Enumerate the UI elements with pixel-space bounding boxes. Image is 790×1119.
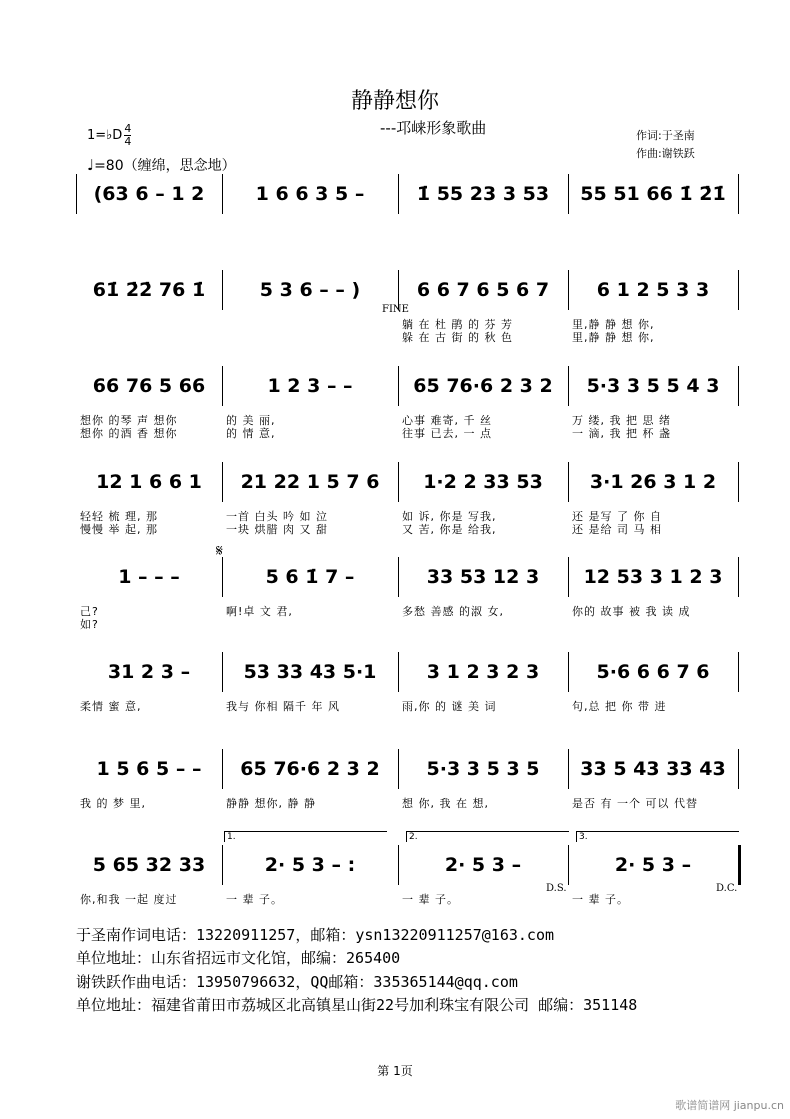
song-title: 静静想你 xyxy=(350,89,439,114)
barline xyxy=(222,749,223,789)
measure: 21 22 1 5 7 6 xyxy=(240,471,380,493)
measure: 5 6 1̇ 7 – xyxy=(265,566,355,588)
barline xyxy=(568,652,569,692)
lyric-line-2: 的 情 意, xyxy=(226,427,276,440)
measure: (63 6 – 1 2 xyxy=(93,183,205,205)
lyric-line-1: 我 的 梦 里, xyxy=(80,797,146,810)
measure: 6 1 2 5 3 3 xyxy=(596,279,710,301)
lyric-line-1: 一首 白头 吟 如 泣 xyxy=(226,510,328,523)
measure: 5·3 3 5 3 5 xyxy=(426,758,540,780)
measure: 1 2 3 – – xyxy=(267,375,353,397)
quarter-note-icon: ♩ xyxy=(87,156,95,174)
barline xyxy=(222,557,223,597)
barline xyxy=(222,652,223,692)
measure: 33 5 43 33 43 xyxy=(580,758,726,780)
ds-marker: D.S. xyxy=(546,883,567,894)
lyric-line-1: 雨,你 的 谜 美 词 xyxy=(402,700,497,713)
lyric-line-1: 静静 想你, 静 静 xyxy=(226,797,316,810)
lyric-line-1: 还 是写 了 你 自 xyxy=(572,510,662,523)
lyric-line-1: 是否 有 一个 可以 代替 xyxy=(572,797,698,810)
footer-line-2: 单位地址：山东省招远市文化馆，邮编：265400 xyxy=(76,949,401,967)
footer-line-4: 单位地址：福建省莆田市荔城区北高镇星山街22号加利珠宝有限公司 邮编：351148 xyxy=(76,996,638,1014)
lyric-line-2: 想你 的酒 香 想你 xyxy=(80,427,178,440)
lyric-line-2: 又 苦, 你是 给我, xyxy=(402,523,497,536)
barline xyxy=(222,174,223,214)
lyric-line-1: 一 辈 子。 xyxy=(572,893,629,906)
barline xyxy=(222,270,223,310)
barline xyxy=(738,366,739,406)
barline xyxy=(568,845,569,885)
barline xyxy=(398,174,399,214)
barline xyxy=(568,270,569,310)
measure: 53 33 43 5·1 xyxy=(243,661,377,683)
footer-line-3: 谢铁跃作曲电话：13950796632，QQ邮箱：335365144@qq.com xyxy=(76,973,518,991)
dc-marker: D.C. xyxy=(716,883,738,894)
measure: 61̇ 2̇2̇ 76 1̇ xyxy=(92,279,206,301)
lyric-line-1: 想你 的琴 声 想你 xyxy=(80,414,178,427)
volta-bracket: 3. xyxy=(576,831,739,842)
barline xyxy=(398,845,399,885)
barline xyxy=(738,652,739,692)
barline xyxy=(222,366,223,406)
system-3 xyxy=(76,364,740,440)
system-2 xyxy=(76,268,740,344)
key-signature xyxy=(87,123,131,148)
measure: 55 51 66 1̇ 2̇1̇ xyxy=(580,183,726,205)
lyric-line-2: 一块 烘腊 肉 又 甜 xyxy=(226,523,328,536)
measure: 2· 5 3 – : xyxy=(264,854,356,876)
song-subtitle: ---邛崃形象歌曲 xyxy=(380,119,487,137)
composer-credit: 作曲:谢铁跃 xyxy=(636,147,695,160)
lyric-line-1: 一 辈 子。 xyxy=(402,893,459,906)
barline xyxy=(222,845,223,885)
barline xyxy=(398,366,399,406)
segno-icon: 𝄋 xyxy=(216,541,223,560)
measure: 5 65 32 33 xyxy=(92,854,206,876)
barline xyxy=(398,749,399,789)
lyric-line-2: 躲 在 古 街 的 秋 色 xyxy=(402,331,513,344)
lyric-line-2: 往事 已去, 一 点 xyxy=(402,427,492,440)
barline xyxy=(76,174,77,214)
lyric-line-1: 想 你, 我 在 想, xyxy=(402,797,489,810)
time-signature: $\frac{4}{4}$ xyxy=(124,122,132,148)
barline xyxy=(398,462,399,502)
measure: 1̇ 55 23 3 53 xyxy=(416,183,550,205)
barline xyxy=(738,749,739,789)
lyric-line-2: 还 是给 司 马 相 xyxy=(572,523,662,536)
fine-marker: FINE xyxy=(382,304,409,315)
measure: 65 76·6 2 3 2 xyxy=(240,758,380,780)
measure: 2· 5 3 – xyxy=(444,854,522,876)
footer-line-1: 于圣南作词电话：13220911257，邮箱：ysn13220911257@163.com xyxy=(76,926,555,944)
barline xyxy=(568,749,569,789)
lyric-line-1: 句,总 把 你 带 进 xyxy=(572,700,667,713)
lyric-line-1: 柔情 蜜 意, xyxy=(80,700,142,713)
barline xyxy=(738,270,739,310)
system-1 xyxy=(76,172,740,216)
lyricist-credit: 作词:于圣南 xyxy=(636,129,695,142)
system-8 xyxy=(76,832,740,906)
lyric-line-1: 心事 难寄, 千 丝 xyxy=(402,414,492,427)
measure: 33 53 12 3 xyxy=(426,566,540,588)
lyric-line-2: 如? xyxy=(80,618,99,631)
measure: 65 76·6 2 3 2 xyxy=(413,375,553,397)
barline xyxy=(398,652,399,692)
measure: 1 6 6 3 5 – xyxy=(255,183,365,205)
barline xyxy=(738,462,739,502)
measure: 12 1 6 6 1 xyxy=(96,471,202,493)
system-7 xyxy=(76,747,740,810)
lyric-line-1: 一 辈 子。 xyxy=(226,893,283,906)
key-label: 1= xyxy=(87,128,107,143)
volta-bracket: 1. xyxy=(224,831,387,842)
measure: 5·3 3 5 5 4 3 xyxy=(586,375,720,397)
lyric-line-1: 如 诉, 你是 写我, xyxy=(402,510,497,523)
lyric-line-1: 己? xyxy=(80,605,99,618)
lyric-line-1: 躺 在 杜 鹃 的 芬 芳 xyxy=(402,318,513,331)
lyric-line-2: 慢慢 举 起, 那 xyxy=(80,523,158,536)
barline xyxy=(738,557,739,597)
system-4 xyxy=(76,460,740,536)
measure: 12 53 3 1 2 3 xyxy=(583,566,723,588)
barline xyxy=(568,174,569,214)
measure: 3 1 2 3 2 3 xyxy=(426,661,540,683)
measure: 2· 5 3 – xyxy=(614,854,692,876)
measure: 31 2 3 – xyxy=(107,661,191,683)
lyric-line-1: 轻轻 梳 理, 那 xyxy=(80,510,158,523)
measure: 66 76 5 66 xyxy=(92,375,206,397)
lyric-line-2: 里,静 静 想 你, xyxy=(572,331,655,344)
lyric-line-2: 一 滴, 我 把 杯 盏 xyxy=(572,427,671,440)
page-number: 第 1页 xyxy=(377,1064,413,1078)
lyric-line-1: 我与 你相 隔千 年 风 xyxy=(226,700,340,713)
barline xyxy=(568,366,569,406)
barline xyxy=(222,462,223,502)
barline xyxy=(568,557,569,597)
volta-bracket: 2. xyxy=(406,831,569,842)
measure: 3·1 26 3 1 2 xyxy=(589,471,717,493)
barline xyxy=(568,462,569,502)
lyric-line-1: 你,和我 一起 度过 xyxy=(80,893,178,906)
watermark: 歌谱简谱网 jianpu.cn xyxy=(675,1099,784,1112)
lyric-line-1: 的 美 丽, xyxy=(226,414,276,427)
tempo-marking: ♩=80（缠绵，思念地） xyxy=(87,156,236,174)
measure: 5·6 6 6 7 6 xyxy=(596,661,710,683)
measure: 1 5 6 5 – – xyxy=(96,758,202,780)
barline xyxy=(738,174,739,214)
lyric-line-1: 啊!卓 文 君, xyxy=(226,605,293,618)
system-5 xyxy=(76,541,740,631)
lyric-line-1: 万 缕, 我 把 思 绪 xyxy=(572,414,671,427)
measure: 1 – – – xyxy=(118,566,180,588)
barline xyxy=(398,557,399,597)
lyric-line-1: 里,静 静 想 你, xyxy=(572,318,655,331)
barline xyxy=(738,845,741,885)
measure: 6 6 7 6 5 6 7 xyxy=(416,279,550,301)
measure: 5 3 6 – – ) xyxy=(259,279,361,301)
measure: 1·2 2 33 53 xyxy=(423,471,543,493)
lyric-line-1: 你的 故事 被 我 读 成 xyxy=(572,605,691,618)
system-6 xyxy=(76,650,740,713)
key-flat: ♭D xyxy=(106,128,123,143)
lyric-line-1: 多愁 善感 的淑 女, xyxy=(402,605,504,618)
